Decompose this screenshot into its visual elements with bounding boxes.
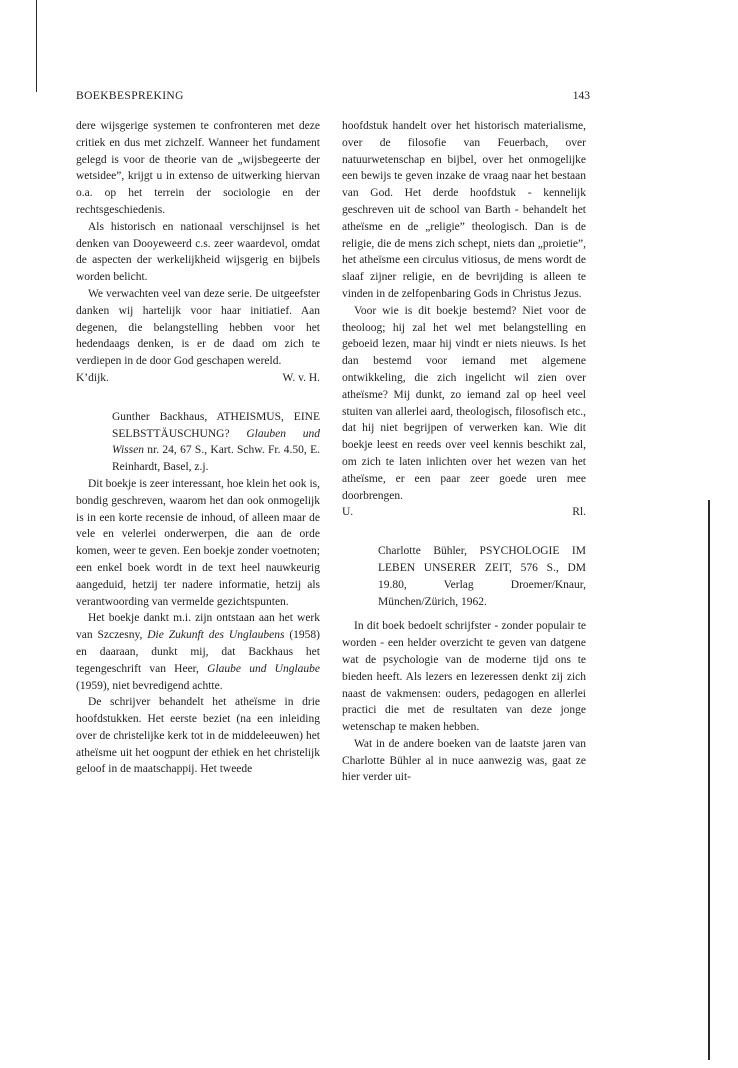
- paragraph: Als historisch en nationaal verschijnsel is het denken van Dooyeweerd c.s. zeer waardevol, omdat de aspecten der werkelijkheid wijsgerig en bijbels worden belicht.: [76, 220, 320, 284]
- paragraph: In dit boek bedoelt schrijfster - zonder populair te worden - een helder overzicht te geven van datgene wat de psychologie van de moderne tijd ons te bieden heeft. Als lezers en lezeressen denkt zij zich naast de vakmensen: ouders, pedagogen en allerlei practici die met de resultaten van deze jonge wetenschap te maken hebben.: [342, 620, 586, 734]
- signature-initials: W. v. H.: [282, 371, 320, 384]
- paragraph: Voor wie is dit boekje bestemd? Niet voor de theoloog; hij zal het wel met belangstelling en geboeid lezen, maar hij vindt er niets nieuws. Is het dan bestemd voor iemand met algemene ontwikkeling, die zich ingelicht wil zien over atheïsme? Mij dunkt, zo iemand zal op heel veel stuiten van allerlei aard, theologisch, filosofisch etc., dat hij niet begrijpen of verwerken kan. Wie dit boekje leest en reeds over veel kennis beschikt zal, om zich te laten inlichten over het wezen van het atheïsme, er een paar zeer goede uren mee doorbrengen.: [342, 304, 586, 502]
- cited-title: Glaube und Unglaube: [207, 662, 321, 675]
- signature-initials: Rl.: [572, 506, 586, 519]
- paragraph: We verwachten veel van deze serie. De uitgeefster danken wij hartelijk voor haar initiatief. Aan degenen, die belangstelling hebben voor het hedendaags denken, is er de daad om zich te verdiepen in de door God geschapen wereld.: [76, 287, 320, 368]
- paragraph: Wat in de andere boeken van de laatste jaren van Charlotte Bühler al in nuce aanwezig was, gaat ze hier verder uit-: [342, 737, 586, 784]
- reference-author-title: Gunther Backhaus, ATHEISMUS, EINE SELBSTTÄUSCHUNG?: [112, 410, 320, 440]
- review-signature: [76, 370, 320, 387]
- reference-series: Glauben und Wissen: [112, 427, 321, 457]
- page-header: [76, 90, 590, 106]
- paragraph: Het boekje dankt m.i. zijn ontstaan aan het werk van Szczesny, Die Zukunft des Unglaubens (1958) en daaraan, dunkt mij, dat Backhaus het tegengeschrift van Heer, Glaube und Unglaube (1959), niet bevredigend achtte.: [76, 612, 321, 692]
- reference-details: nr. 24, 67 S., Kart. Schw. Fr. 4.50, E. Reinhardt, Basel, z.j.: [112, 444, 321, 474]
- book-reference: Charlotte Bühler, PSYCHOLOGIE IM LEBEN UNSERER ZEIT, 576 S., DM 19.80, Verlag Droemer/Knaur, München/Zürich, 1962.: [378, 545, 586, 608]
- scan-edge-left: [36, 0, 37, 92]
- paragraph: hoofdstuk handelt over het historisch materialisme, over de filosofie van Feuerbach, over natuurwetenschap en bijbel, over het onmogelijke een bewijs te geven inzake de vraag naar het bestaan van God. Het derde hoofdstuk - kennelijk geschreven uit de school van Barth - behandelt het atheïsme en de „religie” theologisch. Dan is de religie, die de mens zich schept, niets dan „proietie”, het atheïsme een circulus vitiosus, de mens wordt de slaaf zijner religie, en de bevrijding is alleen te vinden in de zelfopenbaring Gods in Christus Jezus.: [342, 120, 586, 300]
- book-reference: [112, 409, 320, 476]
- paragraph: Dit boekje is zeer interessant, hoe klein het ook is, bondig geschreven, waarom het dan ook onmogelijk is in een korte recensie de inhoud, of alleen maar de vele en velerlei onderwerpen, die aan de orde komen, weer te geven. Een boekje zonder voetnoten; een enkel boek wordt in de text heel nauwkeurig aangeduid, hetzij ter nadere informatie, hetzij als verantwoording van vermelde gezichtspunten.: [76, 477, 320, 608]
- cited-title: Die Zukunft des Unglaubens: [147, 629, 285, 642]
- review-signature: [342, 504, 586, 521]
- paragraph: De schrijver behandelt het atheïsme in drie hoofdstukken. Het eerste beziet (na een inleiding over de christelijke kerk tot in de middeleeuwen) het atheïsme uit het oogpunt der ethiek en het christelijk geloof in de maatschappij. Het tweede: [76, 696, 320, 776]
- section-title: BOEKBESPREKING: [76, 90, 184, 102]
- signature-place: K’dijk.: [76, 371, 109, 384]
- scan-edge-right: [708, 500, 710, 1060]
- paragraph: dere wijsgerige systemen te confronteren met deze critiek en dus met zichzelf. Wanneer het fundament gelegd is voor de theorie van de „wijsbegeerte der wetsidee”, krijgt u in extenso de uitwerking hiervan o.a. op het terrein der sociologie en der rechtsgeschiedenis.: [76, 120, 320, 216]
- right-column: [342, 118, 586, 786]
- page-number: 143: [572, 90, 590, 102]
- left-column: [76, 118, 320, 778]
- signature-place: U.: [342, 506, 354, 519]
